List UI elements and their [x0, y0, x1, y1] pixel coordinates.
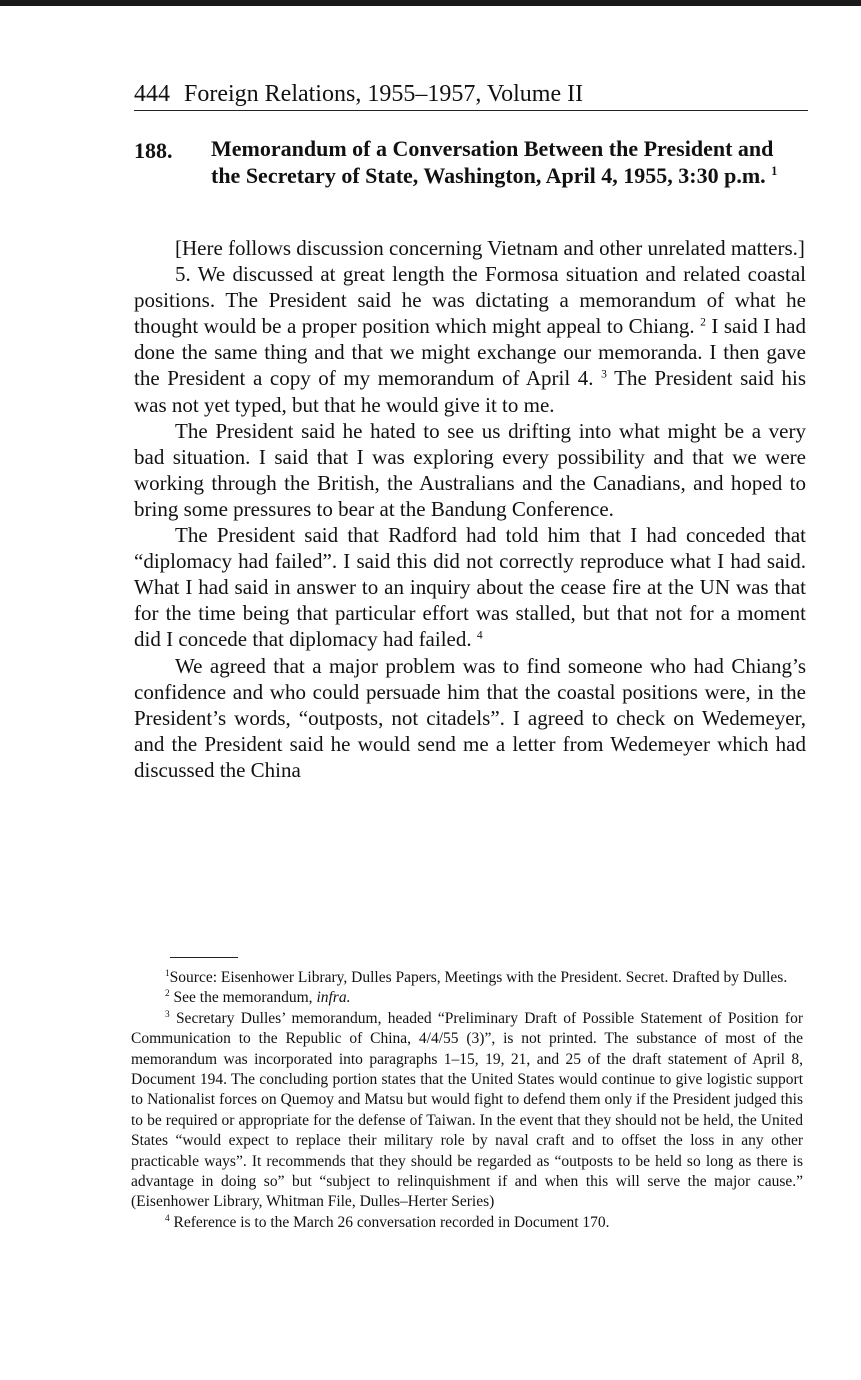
document-number: 188.: [134, 138, 173, 163]
footnote-ref-1: 1: [771, 163, 778, 178]
body-text: [134, 235, 806, 783]
paragraph-3: The President said he hated to see us drifting into what might be a very bad situation. I said that I was exploring every possibility and that we were working through the British, the Australians and the Canadians, and hoped to bring some pressures to bear at the Bandung Conference.: [134, 418, 806, 521]
footnote-1-number: 1: [165, 968, 170, 979]
paragraph-2-part-a: 5. We discussed at great length the Formosa situation and related coastal positions. The President said he was dictating a memorandum of what he thought would be a proper position which might appeal to Chiang.: [134, 262, 806, 339]
paragraph-2-part-b: I said I had done the same thing and that we might exchange our memoranda. I then gave the President a copy of my memorandum of April 4.: [134, 314, 807, 391]
footnote-2-number: 2: [165, 989, 170, 1000]
page-top-edge: [0, 0, 861, 6]
footnote-ref-2: 2: [700, 316, 706, 329]
paragraph-4: [134, 522, 806, 652]
footnote-3: [131, 1009, 803, 1213]
footnote-2-text: See the memorandum,: [173, 989, 317, 1007]
footnote-2: [131, 988, 803, 1008]
paragraph-4-text: The President said that Radford had told him that I had conceded that “diplomacy had failed”. I said this did not correctly reproduce what I had said. What I had said in answer to an inquiry about the cease fire at the UN was that for the time being that particular effort was stalled, but that not for a moment did I concede that diplomacy had failed.: [134, 523, 806, 652]
running-header: [134, 80, 808, 111]
page-number: 444: [134, 81, 170, 107]
footnote-1: [131, 968, 803, 988]
document-title: [211, 136, 801, 189]
paragraph-2-part-c: The President said his was not yet typed, but that he would give it to me.: [134, 366, 806, 417]
footnote-3-text: Secretary Dulles’ memorandum, headed “Preliminary Draft of Possible Statement of Position for Communication to the Republic of China, 4/4/55 (3)”, is not printed. The substance of most of the memorandum was incorporated into paragraphs 1–15, 19, 21, and 25 of the draft statement of April 8, Document 194. The concluding portion states that the United States would continue to give logistic support to Nationalist forces on Quemoy and Matsu but would fight to defend them only if the President judged this to be required or appropriate for the defense of Taiwan. In the event that they should not be held, the United States “would expect to replace their military role by naval craft and to offset the loss in any other practicable ways”. It recommends that they should be regarded as “outposts to be held so long as there is advantage in doing so” but “subject to relinquishment if and when this will serve the major cause.” (Eisenhower Library, Whitman File, Dulles–Herter Series): [131, 1009, 803, 1211]
document-title-text: Memorandum of a Conversation Between the President and the Secretary of State, Washington, April 4, 1955, 3:30 p.m.: [211, 136, 774, 188]
footnote-4-number: 4: [165, 1213, 170, 1224]
footnote-ref-4: 4: [476, 629, 483, 642]
paragraph-1: [Here follows discussion concerning Vietnam and other unrelated matters.]: [175, 236, 805, 260]
paragraph-2: [134, 261, 806, 418]
footnote-1-text: Source: Eisenhower Library, Dulles Papers, Meetings with the President. Secret. Drafted by Dulles.: [169, 969, 788, 986]
paragraph-5: We agreed that a major problem was to find someone who had Chiang’s confidence and who could persuade him that the coastal positions were, in the President’s words, “outposts, not citadels”. I agreed to check on Wedemeyer, and the President said he would send me a letter from Wedemeyer which had discussed the China: [134, 653, 806, 782]
running-title: Foreign Relations, 1955–1957, Volume II: [184, 81, 584, 107]
footnotes: [131, 968, 803, 1233]
footnote-4: [131, 1213, 803, 1233]
footnote-3-number: 3: [165, 1009, 170, 1020]
footnote-4-text: Reference is to the March 26 conversation recorded in Document 170.: [173, 1213, 610, 1231]
footnote-ref-3: 3: [601, 368, 607, 381]
footnote-separator: [170, 957, 238, 958]
footnote-2-italic: infra.: [316, 989, 351, 1007]
